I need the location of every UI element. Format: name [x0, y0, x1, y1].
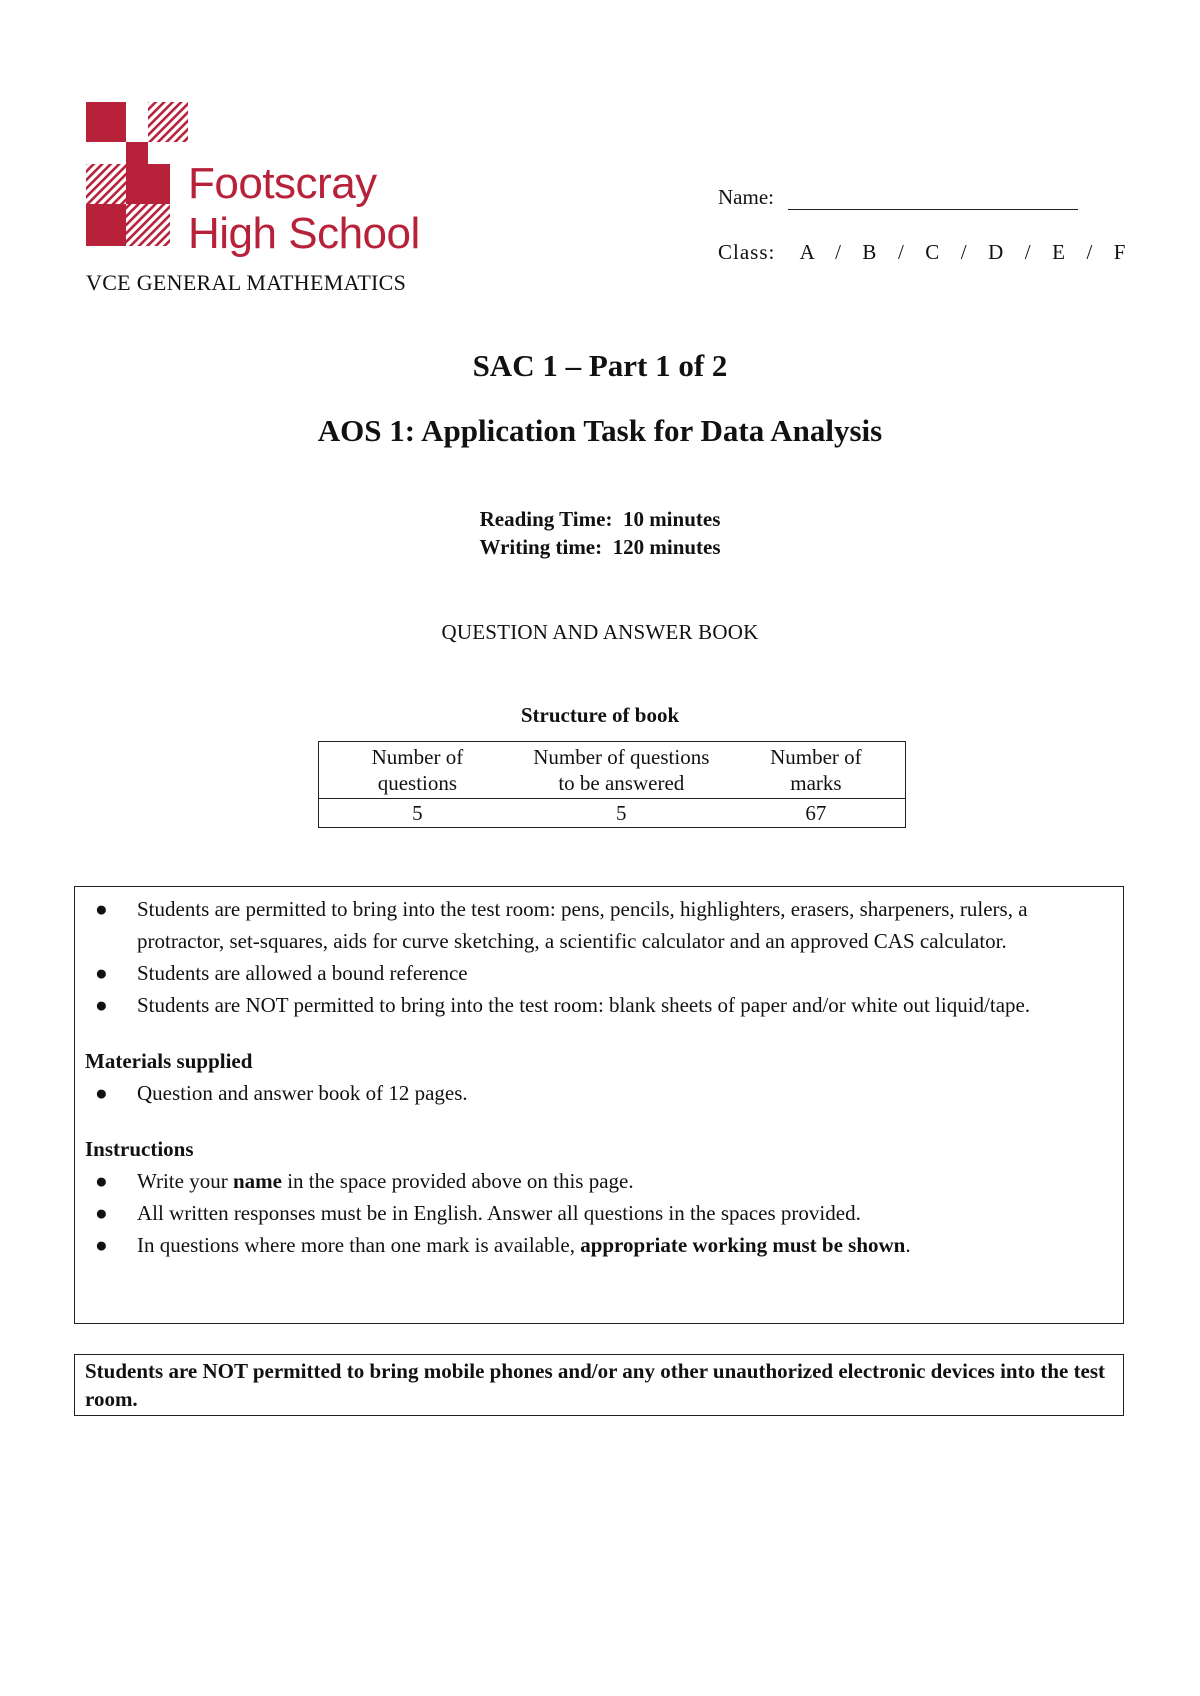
school-name-line1: Footscray [188, 159, 377, 208]
name-field[interactable] [788, 189, 1078, 210]
subject-title: VCE GENERAL MATHEMATICS [86, 270, 407, 295]
list-item: ● In questions where more than one mark is available, appropriate working must be shown. [95, 1233, 911, 1257]
list-item: ● Students are allowed a bound reference [95, 961, 468, 985]
value-num-questions: 5 [319, 799, 516, 828]
book-type: QUESTION AND ANSWER BOOK [441, 620, 759, 644]
header-num-answered: Number of questions to be answered [516, 742, 727, 799]
rules-list [85, 893, 1113, 1021]
exam-subtitle: AOS 1: Application Task for Data Analysis [317, 413, 883, 448]
instructions-heading: Instructions [85, 1137, 194, 1161]
list-item: ● All written responses must be in English. Answer all questions in the spaces provided. [95, 1201, 861, 1225]
structure-table [318, 741, 906, 828]
class-options[interactable]: A / B / C / D / E / F [799, 240, 1127, 264]
list-item: ● Students are NOT permitted to bring into the test room: blank sheets of paper and/or white out liquid/tape. [95, 993, 1031, 1017]
value-num-marks: 67 [727, 799, 906, 828]
list-item: ● Question and answer book of 12 pages. [95, 1081, 468, 1105]
class-label: Class: [718, 240, 776, 264]
reading-time: Reading Time: 10 minutes [479, 507, 721, 531]
materials-heading: Materials supplied [85, 1049, 253, 1073]
header-num-marks: Number of marks [727, 742, 906, 799]
list-item: ● Write your name in the space provided above on this page. [95, 1169, 634, 1193]
materials-list [85, 1077, 1113, 1109]
structure-title: Structure of book [520, 703, 680, 727]
name-row [718, 185, 1078, 210]
list-item: ● Students are permitted to bring into the test room: pens, pencils, highlighters, erasers, sharpeners, rulers, a protractor, set-squares, aids for curve sketching, a scientific calculator and an approved CAS calculator. [95, 897, 1028, 953]
phone-warning-text: Students are NOT permitted to bring mobile phones and/or any other unauthorized electronic devices into the test room. [85, 1359, 1106, 1411]
school-name-line2: High School [188, 209, 420, 258]
header-num-questions: Number of questions [319, 742, 516, 799]
writing-time: Writing time: 120 minutes [479, 535, 721, 559]
name-label: Name: [718, 185, 774, 209]
rules-box [74, 886, 1124, 1324]
instructions-list [85, 1165, 1113, 1261]
value-num-answered: 5 [516, 799, 727, 828]
class-row [718, 240, 1126, 265]
exam-title: SAC 1 – Part 1 of 2 [472, 348, 728, 383]
phone-warning-box [74, 1354, 1124, 1416]
